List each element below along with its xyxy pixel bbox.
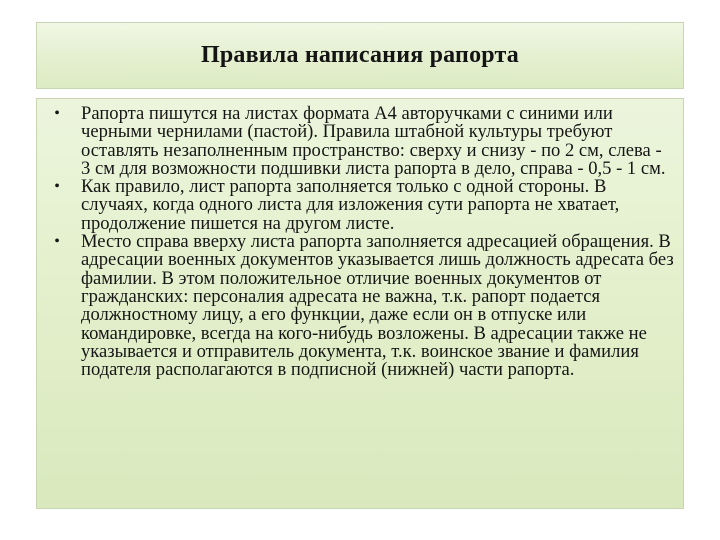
list-item — [47, 178, 675, 233]
list-item-text: Как правило, лист рапорта заполняется только с одной стороны. В случаях, когда одного листа для изложения сути рапорта не хватает, продолжение пишется на другом листе. — [81, 176, 620, 234]
list-item — [47, 105, 675, 178]
title-panel — [36, 22, 684, 89]
list-item-text: Место справа вверху листа рапорта заполняется адресацией обращения. В адресации военных документов указывается лишь должность адресата без фамилии. В этом положительное отличие военных документов от гражданских: персоналия адресата не важна, т.к. рапорт подается должностному лицу, а его функции, даже если он в отпуске или командировке, всегда на кого-нибудь возложены. В адресации также не указывается и отправитель документа, т.к. воинское звание и фамилия подателя располагаются в подписной (нижней) части рапорта. — [81, 231, 674, 381]
bullet-icon: • — [54, 233, 60, 251]
list-item-text: Рапорта пишутся на листах формата А4 авторучками с синими или черными чернилами (пастой). Правила штабной культуры требуют оставлять незаполненным пространство: сверху и снизу - по 2 см, слева - 3 см для возможности подшивки листа рапорта в дело, справа - 0,5 - 1 см. — [81, 103, 666, 179]
list-item — [47, 233, 675, 379]
slide-title: Правила написания рапорта — [201, 42, 519, 68]
bullet-icon: • — [54, 105, 60, 122]
bullet-icon: • — [54, 178, 60, 196]
content-panel — [36, 98, 684, 509]
bullet-list — [47, 105, 675, 379]
